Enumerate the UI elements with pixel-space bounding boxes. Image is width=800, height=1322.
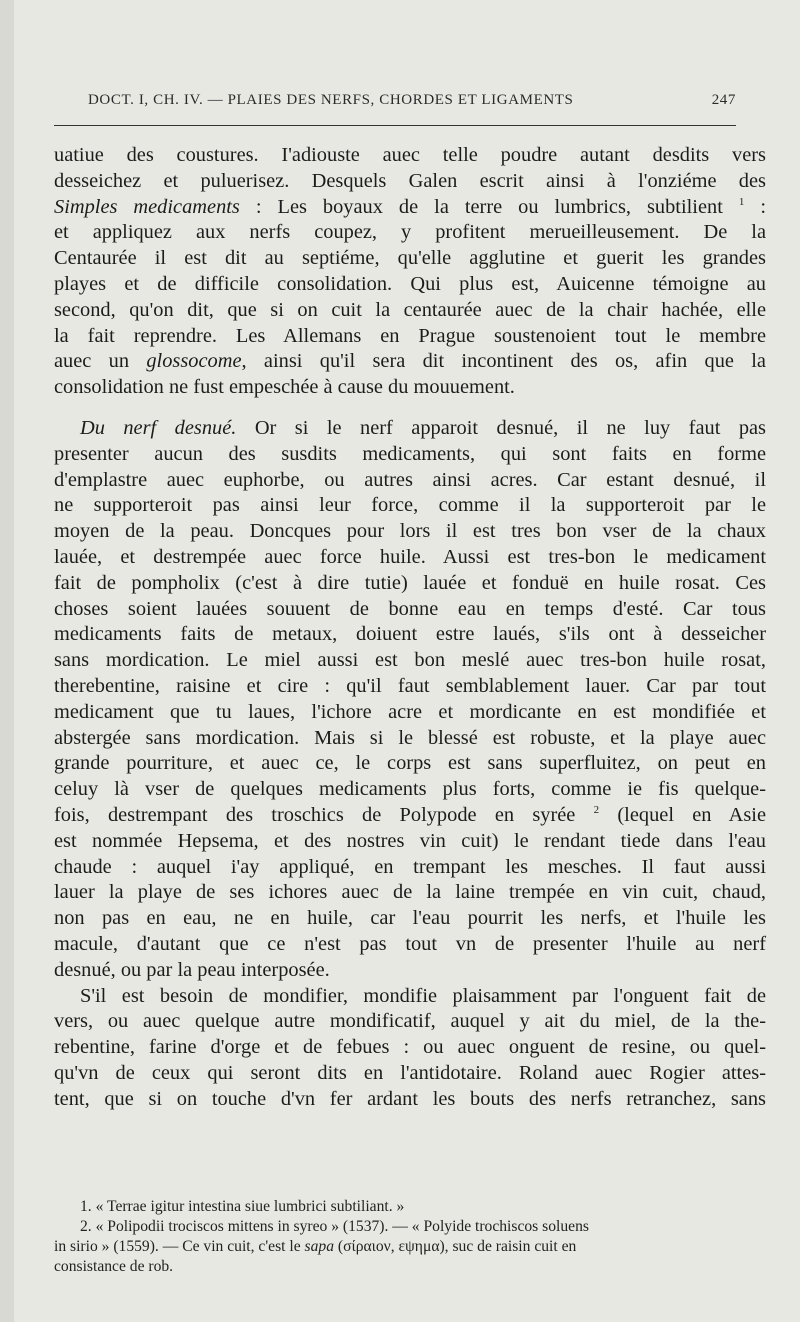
text-line: la fait reprendre. Les Allemans en Prague soustenoient tout le membre [54,324,766,347]
page [14,0,800,1322]
paragraph-2 [54,416,766,984]
text-line: consolidation ne fust empeschée à cause du mouuement. [54,376,515,399]
page-number: 247 [711,92,736,108]
text-line: tent, que si on touche d'vn fer ardant les bouts des nerfs retranchez, sans [54,1087,766,1110]
text-line: lauer la playe de ses ichores auec de la laine trempée en vin cuit, chaud, [54,881,766,904]
footnote-ref-2: 2 [593,804,600,817]
footnote-1: 1. « Terrae igitur intestina siue lumbrici subtiliant. » [80,1198,405,1215]
footnote-2-cont: in sirio » (1559). — Ce vin cuit, c'est le sapa (σίραιον, εψημα), suc de raisin cuit en [54,1238,577,1255]
text-line: auec un glossocome, ainsi qu'il sera dit incontinent des os, afin que la [54,350,766,373]
text-line: vers, ou auec quelque autre mondificatif, auquel y ait du miel, de la the- [54,1010,766,1033]
text-line: S'il est besoin de mondifier, mondifie plaisamment par l'onguent fait de [80,984,766,1007]
footnote-2-end: consistance de rob. [54,1258,174,1275]
text-line: et appliquez aux nerfs coupez, y profitent merueilleusement. De la [54,221,766,244]
text-line: choses soient lauées souuent de bonne eau en temps d'esté. Car tous [54,597,766,620]
text-line: playes et de difficile consolidation. Qui plus est, Auicenne témoigne au [54,272,766,295]
footnote-ref-1: 1 [738,195,745,208]
text-line: uatiue des coustures. I'adiouste auec telle poudre autant desdits vers [54,144,766,166]
text-line: est nommée Hepsema, et des nostres vin cuit) le rendant tiede dans l'eau [54,829,766,852]
italic-term: glossocome [146,350,242,373]
text-line: medicament que tu laues, l'ichore acre et mordicante en est mondifiée et [54,700,766,723]
text-line: Centaurée il est dit au septiéme, qu'elle agglutine et guerit les grandes [54,247,766,270]
section-heading: Du nerf desnué. [80,416,237,439]
text-line: moyen de la peau. Doncques pour lors il est tres bon vser de la chaux [54,520,766,543]
text-line: qu'vn de ceux qui seront dits en l'antidotaire. Roland auec Rogier attes- [54,1061,766,1084]
text-line: desnué, ou par la peau interposée. [54,958,330,981]
footnotes [54,1197,774,1277]
text-line: desseichez et puluerisez. Desquels Galen escrit ainsi à l'onziéme des [54,169,766,192]
text-line: sans mordication. Le miel aussi est bon meslé auec tres-bon huile rosat, [54,649,766,672]
running-title: DOCT. I, CH. IV. — PLAIES DES NERFS, CHORDES ET LIGAMENTS [88,92,574,108]
text-line: Simples medicaments : Les boyaux de la terre ou lumbrics, subtilient $^1$ : [54,195,767,218]
text-line: Du nerf desnué. Or si le nerf apparoit desnué, il ne luy faut pas [80,416,766,439]
text-line: medicaments faits de metaux, doiuent estre laués, s'ils ont à desseicher [54,623,766,646]
footnote-2: 2. « Polipodii trociscos mittens in syreo » (1537). — « Polyide trochiscos soluens [80,1218,589,1235]
book-title: Simples medicaments [54,195,240,218]
text-line: second, qu'on dit, que si on cuit la centaurée auec de la chair hachée, elle [54,298,766,321]
text-line: ne supporteroit pas ainsi leur force, comme il la supporteroit par le [54,494,766,517]
text-line: grande pourriture, et auec ce, le corps est sans superfluitez, on peut en [54,752,766,775]
text-line: abstergée sans mordication. Mais si le blessé est robuste, et la playe auec [54,726,766,749]
text-line: fait de pompholix (c'est à dire tutie) lauée et fonduë en huile rosat. Ces [54,571,766,594]
paragraph-3 [54,984,766,1113]
text-line: macule, d'autant que ce n'est pas tout vn de presenter l'huile au nerf [54,932,766,955]
text-line: d'emplastre auec euphorbe, ou autres ainsi acres. Car estant desnué, il [54,468,766,491]
running-header [88,92,736,109]
text-line: chaude : auquel i'ay appliqué, en trempant les mesches. Il faut aussi [54,855,766,878]
text-line: fois, destrempant des troschics de Polypode en syrée $^2$ (lequel en Asie [54,803,767,826]
paragraph-1 [54,143,766,401]
text-line: non pas en eau, ne en huile, car l'eau pourrit les nerfs, et l'huile les [54,907,766,930]
header-rule [54,125,736,126]
text-line: therebentine, raisine et cire : qu'il faut semblablement lauer. Car par tout [54,674,766,697]
text-line: lauée, et destrempée auec force huile. Aussi est tres-bon le medicament [54,545,766,568]
text-line: presenter aucun des susdits medicaments, qui sont faits en forme [54,442,766,465]
text-line: rebentine, farine d'orge et de febues : ou auec onguent de resine, ou quel- [54,1036,766,1059]
text-line: celuy là vser de quelques medicaments plus forts, comme ie fis quelque- [54,778,766,801]
body-text [54,143,766,1112]
